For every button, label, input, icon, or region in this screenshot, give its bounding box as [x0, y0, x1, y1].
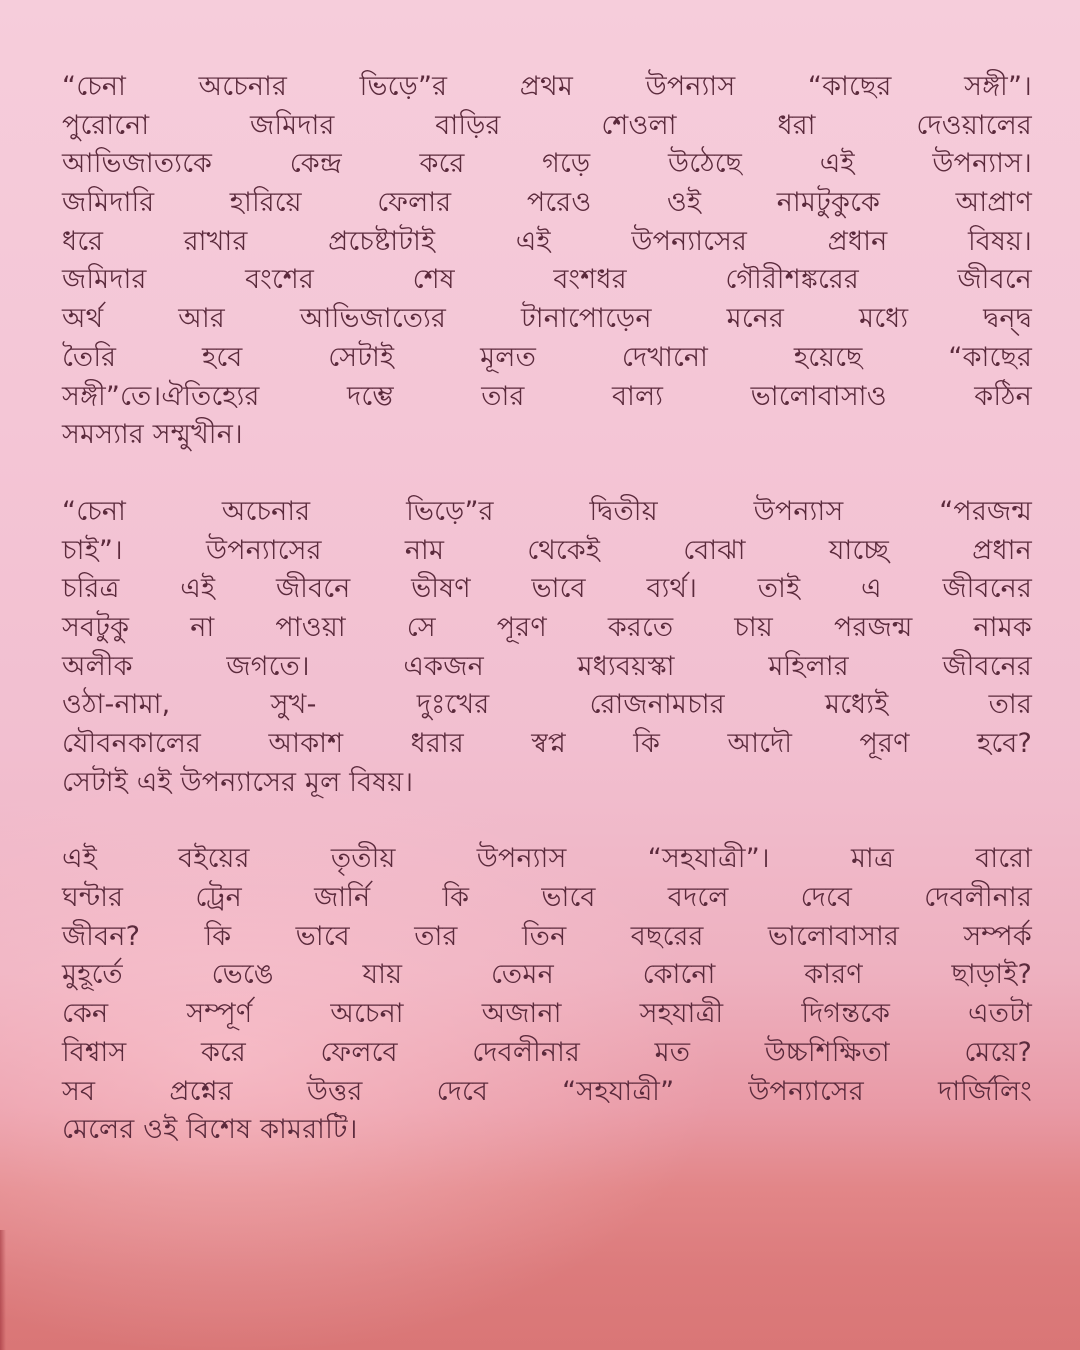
- text-line: কেন সম্পূর্ণ অচেনা অজানা সহযাত্রী দিগন্তকে এতটা: [62, 998, 1032, 1030]
- text-line: অলীক জগতে। একজন মধ্যবয়স্কা মহিলার জীবনের: [62, 650, 1032, 682]
- text-line: মুহূর্তে ভেঙে যায় তেমন কোনো কারণ ছাড়াই?: [62, 959, 1032, 991]
- text-line: পুরোনো জমিদার বাড়ির শেওলা ধরা দেওয়ালের: [62, 109, 1032, 141]
- text-line: ঘন্টার ট্রেন জার্নি কি ভাবে বদলে দেবে দেবলীনার: [62, 882, 1032, 914]
- text-line: তৈরি হবে সেটাই মূলত দেখানো হয়েছে “কাছের: [62, 341, 1032, 373]
- text-line: চরিত্র এই জীবনে ভীষণ ভাবে ব্যর্থ। তাই এ জীবনের: [62, 573, 1032, 605]
- text-line: সবটুকু না পাওয়া সে পূরণ করতে চায় পরজন্ম নামক: [62, 611, 1032, 643]
- text-line: জীবন? কি ভাবে তার তিন বছরের ভালোবাসার সম্পর্ক: [62, 920, 1032, 952]
- text-line: বিশ্বাস করে ফেলবে দেবলীনার মত উচ্চশিক্ষিতা মেয়ে?: [62, 1036, 1032, 1068]
- book-blurb: [62, 68, 1032, 1188]
- text-line: ধরে রাখার প্রচেষ্টাটাই এই উপন্যাসের প্রধান বিষয়।: [62, 225, 1032, 257]
- text-line: “চেনা অচেনার ভিড়ে”র দ্বিতীয় উপন্যাস “পরজন্ম: [62, 495, 1032, 527]
- paragraph-first-novel: [62, 68, 1032, 455]
- text-line: সমস্যার সম্মুখীন।: [62, 419, 243, 451]
- text-line: জমিদার বংশের শেষ বংশধর গৌরীশঙ্করের জীবনে: [62, 264, 1032, 296]
- text-line: ওঠা-নামা, সুখ- দুঃখের রোজনামচার মধ্যেই তার: [62, 689, 1032, 721]
- text-line: মেলের ওই বিশেষ কামরাটি।: [62, 1114, 358, 1146]
- text-line: চাই”। উপন্যাসের নাম থেকেই বোঝা যাচ্ছে প্রধান: [62, 534, 1032, 566]
- text-line: যৌবনকালের আকাশ ধরার স্বপ্ন কি আদৌ পূরণ হবে?: [62, 728, 1032, 759]
- paragraph-second-novel: [62, 493, 1032, 803]
- paragraph-third-novel: [62, 840, 1032, 1150]
- text-line: অর্থ আর আভিজাত্যের টানাপোড়েন মনের মধ্যে দ্বন্দ্ব: [62, 303, 1032, 335]
- text-line: সেটাই এই উপন্যাসের মূল বিষয়।: [62, 766, 414, 798]
- text-line: জমিদারি হারিয়ে ফেলার পরেও ওই নামটুকুকে আপ্রাণ: [62, 187, 1032, 219]
- text-line: আভিজাত্যকে কেন্দ্র করে গড়ে উঠেছে এই উপন্যাস।: [62, 148, 1032, 180]
- text-line: এই বইয়ের তৃতীয় উপন্যাস “সহযাত্রী”। মাত্র বারো: [62, 843, 1032, 875]
- text-line: সঙ্গী”তে।ঐতিহ্যের দম্ভে তার বাল্য ভালোবাসাও কঠিন: [62, 380, 1032, 412]
- page-edge-shadow: [0, 1230, 6, 1350]
- text-line: সব প্রশ্নের উত্তর দেবে “সহযাত্রী” উপন্যাসের দার্জিলিং: [62, 1075, 1032, 1107]
- text-line: “চেনা অচেনার ভিড়ে”র প্রথম উপন্যাস “কাছের সঙ্গী”।: [62, 71, 1032, 102]
